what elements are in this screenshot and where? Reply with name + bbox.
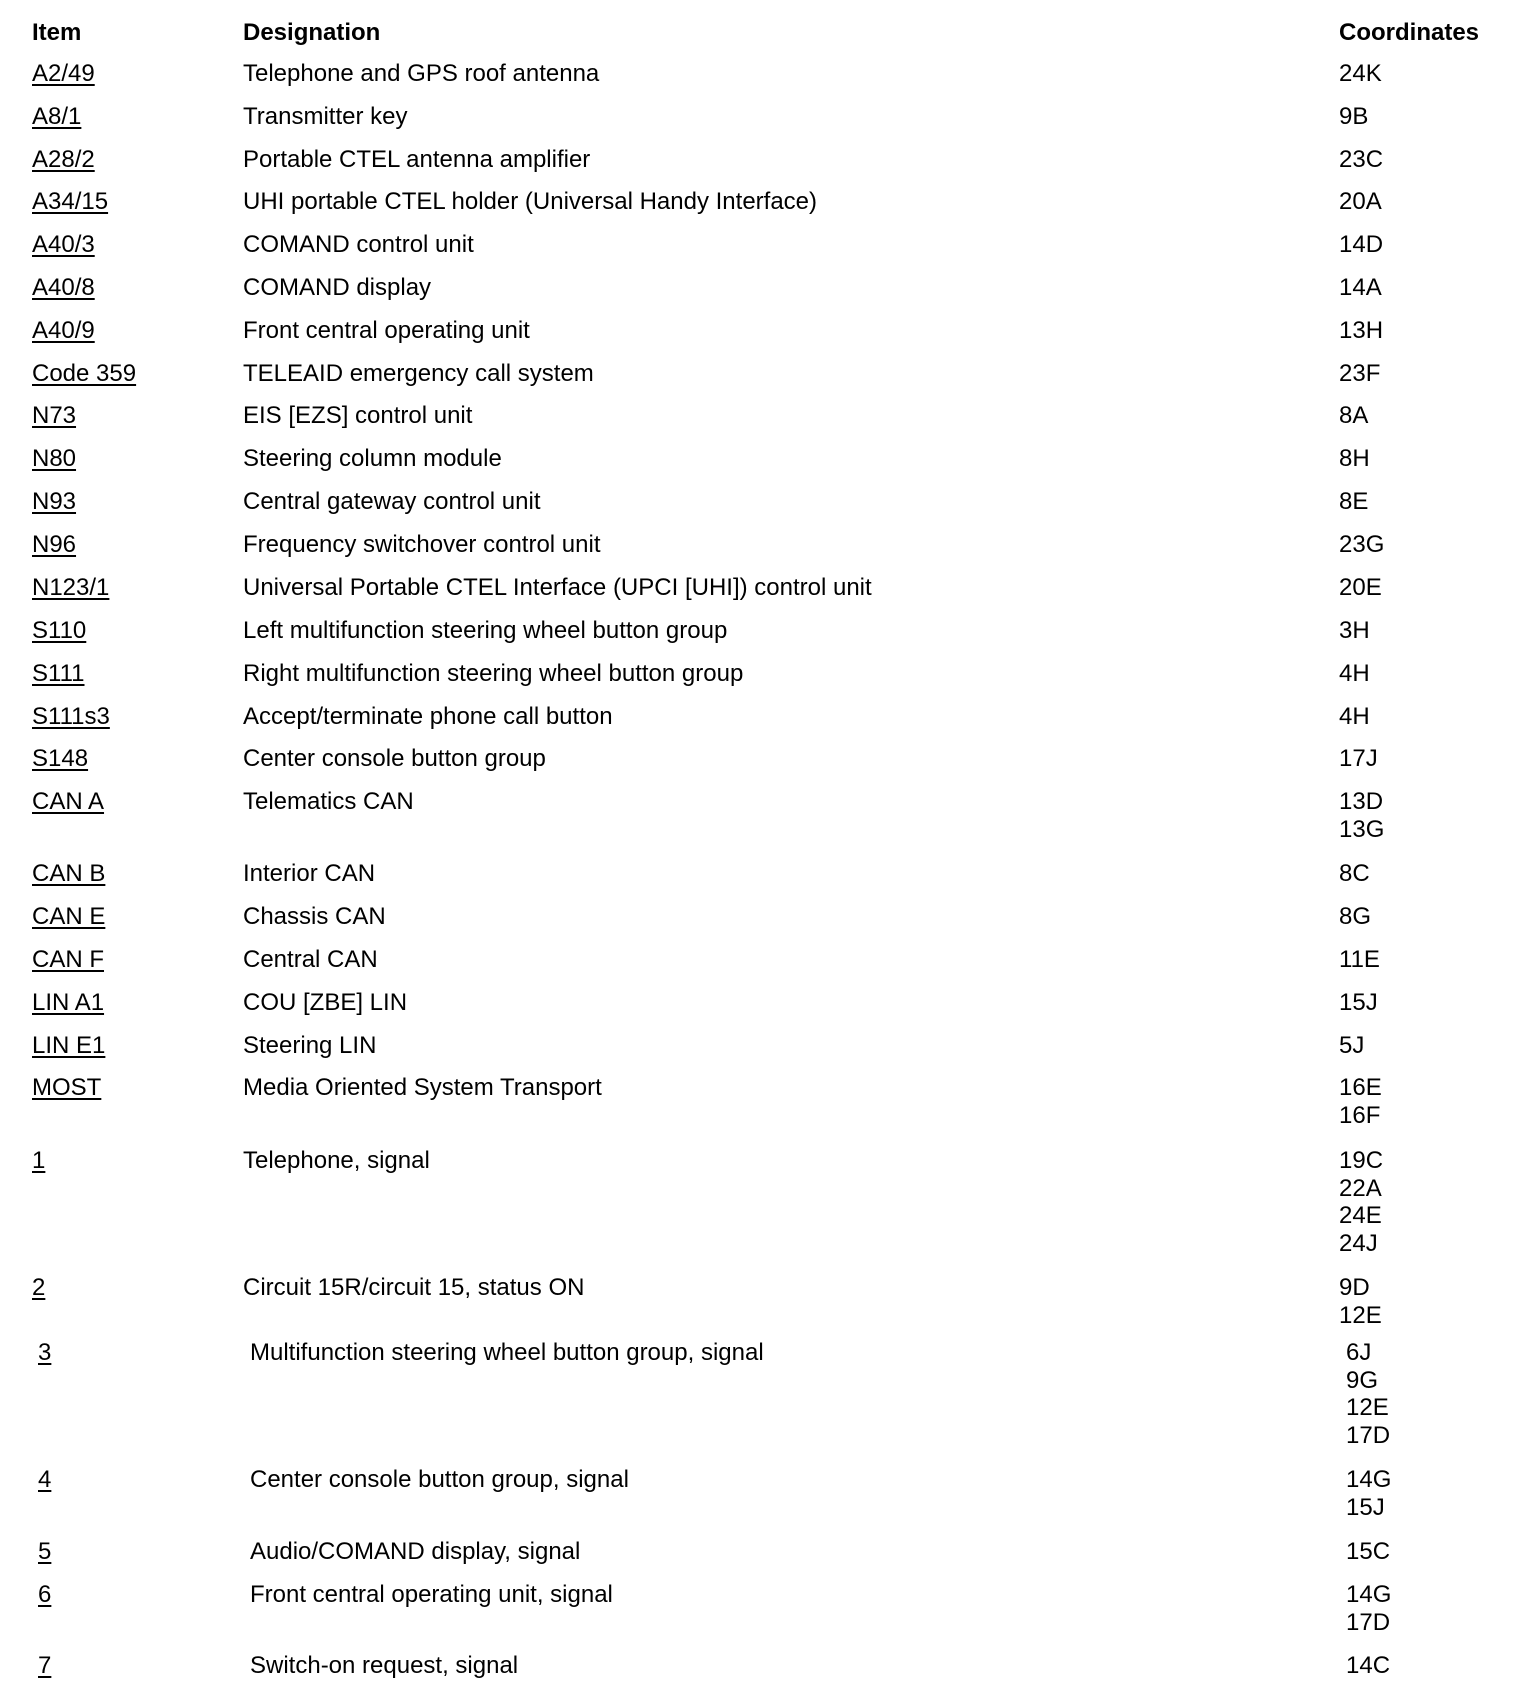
designation-text: Frequency switchover control unit (243, 531, 601, 558)
item-link[interactable]: 5 (38, 1538, 52, 1565)
item-link[interactable]: Code 359 (32, 360, 137, 387)
coordinate-value: 11E (1339, 946, 1380, 973)
coordinates-cell (1339, 1074, 1382, 1129)
coordinate-value: 9D (1339, 1274, 1370, 1301)
item-link[interactable]: A2/49 (32, 60, 95, 87)
item-link[interactable]: 2 (32, 1274, 46, 1301)
item-link[interactable]: 6 (38, 1581, 52, 1608)
coordinates-cell (1339, 1147, 1383, 1257)
coordinates-cell (1339, 788, 1384, 843)
item-link[interactable]: LIN A1 (32, 989, 105, 1016)
designation-text: Chassis CAN (243, 903, 386, 930)
coordinates-cell (1339, 617, 1370, 645)
coordinates-cell (1339, 903, 1371, 931)
coordinate-value: 22A (1339, 1174, 1382, 1202)
designation-text: Front central operating unit (243, 317, 530, 344)
coordinate-value: 9B (1339, 103, 1369, 130)
designation-text: Steering column module (243, 445, 502, 472)
coordinate-value: 13G (1339, 815, 1385, 843)
coordinate-value: 8H (1339, 445, 1370, 472)
coordinates-cell (1339, 146, 1383, 174)
designation-text: Central gateway control unit (243, 488, 541, 515)
designation-text: Center console button group, signal (250, 1466, 629, 1493)
coordinates-cell (1339, 488, 1368, 516)
coordinates-cell (1339, 445, 1370, 473)
coordinates-cell (1346, 1538, 1390, 1566)
coordinates-cell (1339, 1274, 1382, 1329)
coordinate-value: 6J (1346, 1339, 1372, 1366)
item-link[interactable]: 3 (38, 1339, 52, 1366)
coordinates-cell (1339, 531, 1384, 559)
coordinates-cell (1339, 745, 1378, 773)
item-link[interactable]: S111 (32, 660, 85, 687)
coordinate-value: 17D (1346, 1421, 1391, 1449)
designation-text: COU [ZBE] LIN (243, 989, 408, 1016)
coordinates-cell (1339, 60, 1382, 88)
coordinates-cell (1339, 274, 1382, 302)
coordinates-cell (1339, 360, 1380, 388)
coordinate-value: 3H (1339, 617, 1370, 644)
coordinate-value: 20E (1339, 574, 1382, 601)
coordinates-cell (1339, 860, 1370, 888)
coordinate-value: 16E (1339, 1074, 1382, 1101)
designation-text: Switch-on request, signal (250, 1652, 519, 1679)
coordinate-value: 9G (1346, 1366, 1379, 1394)
designation-text: Media Oriented System Transport (243, 1074, 602, 1101)
item-link[interactable]: CAN F (32, 946, 104, 973)
designation-text: COMAND display (243, 274, 432, 301)
item-link[interactable]: A28/2 (32, 146, 95, 173)
coordinate-value: 14D (1339, 231, 1384, 258)
coordinates-cell (1339, 946, 1380, 974)
coordinate-value: 23C (1339, 146, 1384, 173)
coordinates-cell (1339, 188, 1382, 216)
coordinate-value: 8C (1339, 860, 1370, 887)
item-link[interactable]: N80 (32, 445, 77, 472)
coordinate-value: 19C (1339, 1147, 1384, 1174)
coordinates-cell (1346, 1466, 1391, 1521)
item-link[interactable]: A34/15 (32, 188, 109, 215)
item-link[interactable]: A40/8 (32, 274, 95, 301)
coordinate-value: 17J (1339, 745, 1378, 772)
coordinates-cell (1346, 1652, 1390, 1680)
coordinates-cell (1339, 402, 1368, 430)
designation-text: COMAND control unit (243, 231, 474, 258)
header-coordinates: Coordinates (1339, 19, 1480, 46)
item-link[interactable]: 1 (32, 1147, 46, 1174)
coordinate-value: 14C (1346, 1652, 1391, 1679)
coordinate-value: 17D (1346, 1608, 1391, 1636)
header-item: Item (32, 19, 82, 46)
coordinates-cell (1339, 231, 1383, 259)
designation-text: TELEAID emergency call system (243, 360, 594, 387)
designation-text: Telematics CAN (243, 788, 414, 815)
designation-text: Audio/COMAND display, signal (250, 1538, 581, 1565)
item-link[interactable]: N73 (32, 402, 77, 429)
coordinate-value: 5J (1339, 1032, 1365, 1059)
header-designation: Designation (243, 19, 381, 46)
coordinate-value: 13H (1339, 317, 1384, 344)
designation-text: Accept/terminate phone call button (243, 703, 613, 730)
coordinate-value: 14A (1339, 274, 1382, 301)
coordinate-value: 12E (1339, 1301, 1382, 1329)
coordinates-cell (1339, 103, 1368, 131)
item-link[interactable]: A8/1 (32, 103, 82, 130)
coordinate-value: 24K (1339, 60, 1382, 87)
coordinate-value: 8E (1339, 488, 1369, 515)
item-link[interactable]: LIN E1 (32, 1032, 106, 1059)
coordinate-value: 13D (1339, 788, 1384, 815)
designation-text: Telephone, signal (243, 1147, 430, 1174)
coordinate-value: 15C (1346, 1538, 1391, 1565)
designation-text: Portable CTEL antenna amplifier (243, 146, 591, 173)
table-header (0, 18, 1520, 48)
coordinates-cell (1339, 989, 1378, 1017)
item-link[interactable]: N93 (32, 488, 77, 515)
coordinate-value: 14G (1346, 1466, 1392, 1493)
designation-text: Multifunction steering wheel button group, signal (250, 1339, 764, 1366)
coordinate-value: 12E (1346, 1394, 1389, 1421)
item-link[interactable]: CAN A (32, 788, 105, 815)
item-link[interactable]: 7 (38, 1652, 52, 1679)
coordinate-value: 23F (1339, 360, 1381, 387)
item-link[interactable]: CAN E (32, 903, 106, 930)
designation-text: Center console button group (243, 745, 546, 772)
coordinate-value: 4H (1339, 660, 1370, 687)
coordinates-cell (1339, 660, 1370, 688)
coordinates-cell (1339, 1032, 1364, 1060)
coordinates-cell (1339, 574, 1382, 602)
coordinate-value: 24J (1339, 1229, 1378, 1257)
coordinate-value: 23G (1339, 531, 1385, 558)
designation-text: Telephone and GPS roof antenna (243, 60, 600, 87)
designation-text: Left multifunction steering wheel button group (243, 617, 728, 644)
coordinates-cell (1346, 1339, 1390, 1449)
coordinate-value: 24E (1339, 1202, 1382, 1229)
item-link[interactable]: S148 (32, 745, 89, 772)
designation-text: Central CAN (243, 946, 378, 973)
coordinates-cell (1339, 703, 1370, 731)
designation-text: EIS [EZS] control unit (243, 402, 473, 429)
designation-text: Transmitter key (243, 103, 408, 130)
item-link[interactable]: 4 (38, 1466, 52, 1493)
designation-text: Right multifunction steering wheel button group (243, 660, 744, 687)
designation-text: UHI portable CTEL holder (Universal Handy Interface) (243, 188, 818, 215)
coordinate-value: 14G (1346, 1581, 1392, 1608)
designation-text: Circuit 15R/circuit 15, status ON (243, 1274, 585, 1301)
item-link[interactable]: S111s3 (32, 703, 110, 730)
coordinate-value: 15J (1346, 1493, 1385, 1521)
coordinate-value: 4H (1339, 703, 1370, 730)
coordinate-value: 15J (1339, 989, 1378, 1016)
item-link[interactable]: MOST (32, 1074, 102, 1101)
coordinates-cell (1339, 317, 1383, 345)
item-link[interactable]: CAN B (32, 860, 106, 887)
item-link[interactable]: A40/3 (32, 231, 95, 258)
coordinates-cell (1346, 1581, 1391, 1636)
designation-text: Universal Portable CTEL Interface (UPCI [UHI]) control unit (243, 574, 872, 601)
item-link[interactable]: N96 (32, 531, 77, 558)
designation-text: Steering LIN (243, 1032, 377, 1059)
coordinate-value: 16F (1339, 1101, 1381, 1129)
item-link[interactable]: N123/1 (32, 574, 110, 601)
coordinate-value: 20A (1339, 188, 1382, 215)
coordinate-value: 8A (1339, 402, 1369, 429)
designation-text: Front central operating unit, signal (250, 1581, 613, 1608)
item-link[interactable]: A40/9 (32, 317, 95, 344)
item-link[interactable]: S110 (32, 617, 87, 644)
designation-text: Interior CAN (243, 860, 376, 887)
coordinate-value: 8G (1339, 903, 1372, 930)
